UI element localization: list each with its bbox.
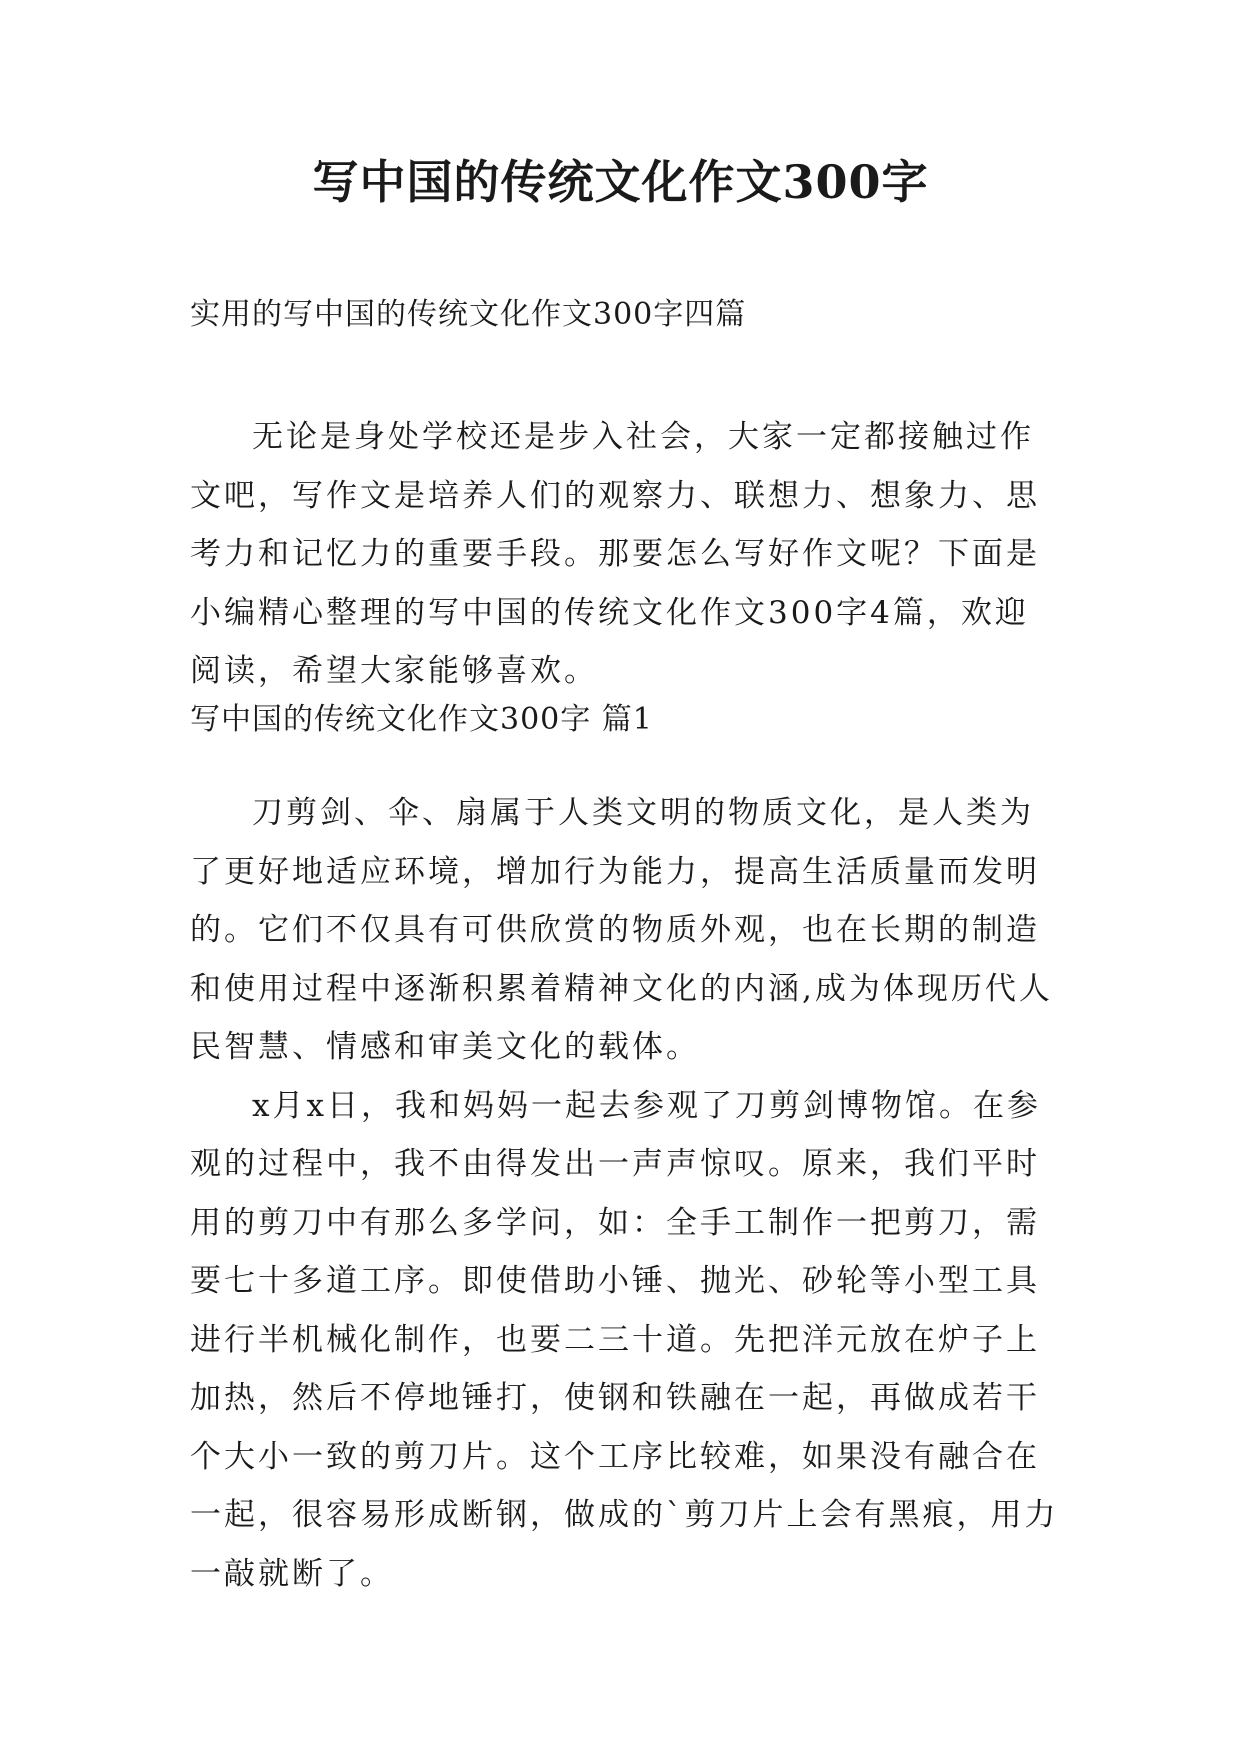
document-title: 写中国的传统文化作文300字 [312,155,929,209]
body-paragraph-2: x月x日，我和妈妈一起去参观了刀剪剑博物馆。在参观的过程中，我不由得发出一声声惊叹。原来，我们平时用的剪刀中有那么多学问，如：全手工制作一把剪刀，需要七十多道工序。即使借助小锤、抛光、砂轮等小型工具进行半机械化制作，也要二三十道。先把洋元放在炉子上加热，然后不停地锤打，使钢和铁融在一起，再做成若干个大小一致的剪刀片。这个工序比较难，如果没有融合在一起，很容易形成断钢，做成的`剪刀片上会有黑痕，用力一敲就断了。 [190,1087,1059,1592]
section-body [190,784,1060,1603]
section-heading: 写中国的传统文化作文300字 篇1 [190,702,653,737]
body-paragraph-1: 刀剪剑、伞、扇属于人类文明的物质文化，是人类为了更好地适应环境，增加行为能力，提高生活质量而发明的。它们不仅具有可供欣赏的物质外观，也在长期的制造和使用过程中逐渐积累着精神文化的内涵,成为体现历代人民智慧、情感和审美文化的载体。 [190,795,1053,1065]
document-subtitle: 实用的写中国的传统文化作文300字四篇 [190,297,747,332]
intro-paragraph: 无论是身处学校还是步入社会，大家一定都接触过作文吧，写作文是培养人们的观察力、联想力、想象力、思考力和记忆力的重要手段。那要怎么写好作文呢？下面是小编精心整理的写中国的传统文化作文300字4篇，欢迎阅读，希望大家能够喜欢。 [190,419,1040,689]
intro-block [190,408,1060,701]
